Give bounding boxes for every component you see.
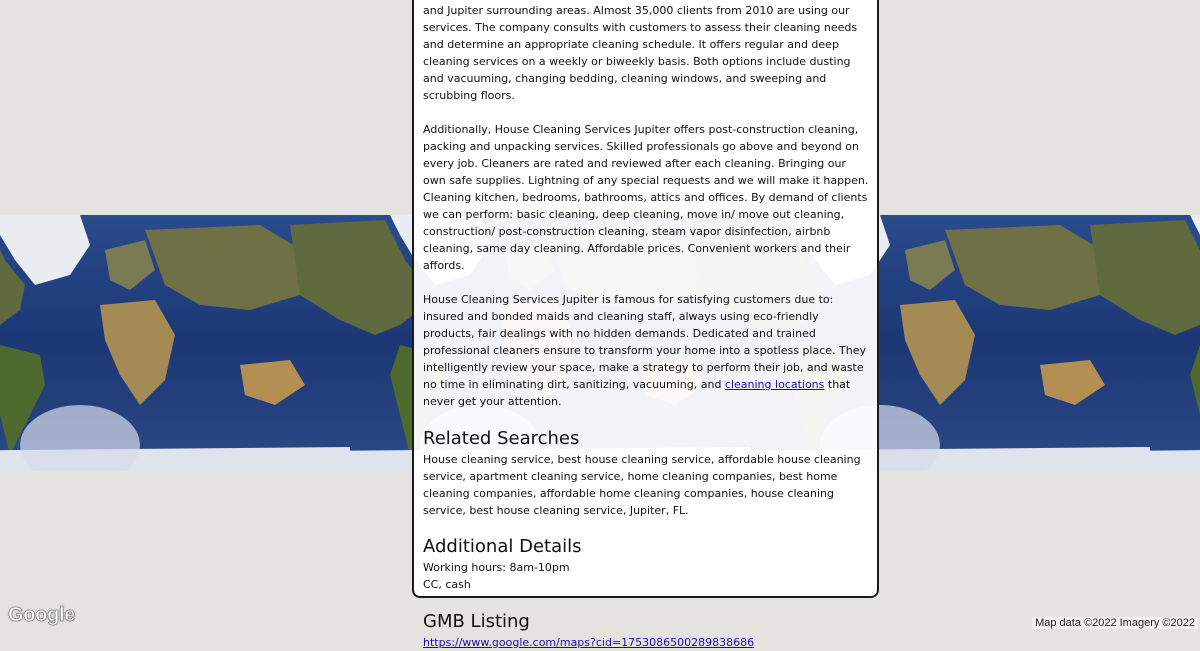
- additional-details-section: [423, 535, 869, 593]
- description-paragraph-1: and Jupiter surrounding areas. Almost 35,000 clients from 2010 are using our services. The company consults with customers to assess their cleaning needs and determine an appropriate cleaning schedule. It offers regular and deep cleaning services on a weekly or biweekly basis. Both options include dusting and vacuuming, changing bedding, cleaning windows, and sweeping and scrubbing floors.: [423, 4, 858, 102]
- related-searches-heading: Related Searches: [423, 428, 580, 449]
- paragraph-3-text-after: that never get your attention.: [423, 378, 851, 408]
- gmb-listing-heading: GMB Listing: [423, 611, 530, 632]
- additional-details-heading: Additional Details: [423, 536, 582, 557]
- business-info-panel: [412, 0, 879, 649]
- gmb-listing-link[interactable]: https://www.google.com/maps?cid=1753086500289838686: [423, 636, 755, 649]
- working-hours: Working hours: 8am-10pm: [423, 561, 570, 574]
- google-logo[interactable]: Google: [8, 604, 76, 626]
- cleaning-locations-link[interactable]: cleaning locations: [724, 378, 825, 391]
- gmb-listing-section: [423, 610, 869, 651]
- paragraph-3-text-before: House Cleaning Services Jupiter is famous for satisfying customers due to: insured and bonded maids and cleaning staff, always using eco-friendly products, fair dealings with no hidden demands. Dedicated and trained professional cleaners ensure to transform your home into a spotless place. They intelligently review your space, make a strategy to perform their job, and waste no time in eliminating dirt, sanitizing, vacuuming, and: [423, 293, 867, 391]
- related-searches-text: House cleaning service, best house cleaning service, affordable house cleaning service, apartment cleaning service, home cleaning companies, best home cleaning companies, affordable home cleaning companies, house cleaning service, best house cleaning service, Jupiter, FL.: [423, 453, 861, 517]
- description-paragraph-2: Additionally, House Cleaning Services Jupiter offers post-construction cleaning, packing and unpacking services. Skilled professionals go above and beyond on every job. Cleaners are rated and reviewed after each cleaning. Bringing our own safe supplies. Lightning of any special requests and we will make it happen. Cleaning kitchen, bedrooms, bathrooms, attics and offices. By demand of clients we can perform: basic cleaning, deep cleaning, move in/ move out cleaning, construction/ post-construction cleaning, steam vapor disinfection, airbnb cleaning, same day cleaning. Affordable prices. Convenient workers and their affords.: [423, 123, 869, 272]
- related-searches-section: [423, 427, 869, 519]
- description-paragraph-3: [423, 291, 869, 410]
- payment-methods: CC, cash: [423, 578, 471, 591]
- map-attribution[interactable]: Map data ©2022 Imagery ©2022: [1032, 617, 1198, 629]
